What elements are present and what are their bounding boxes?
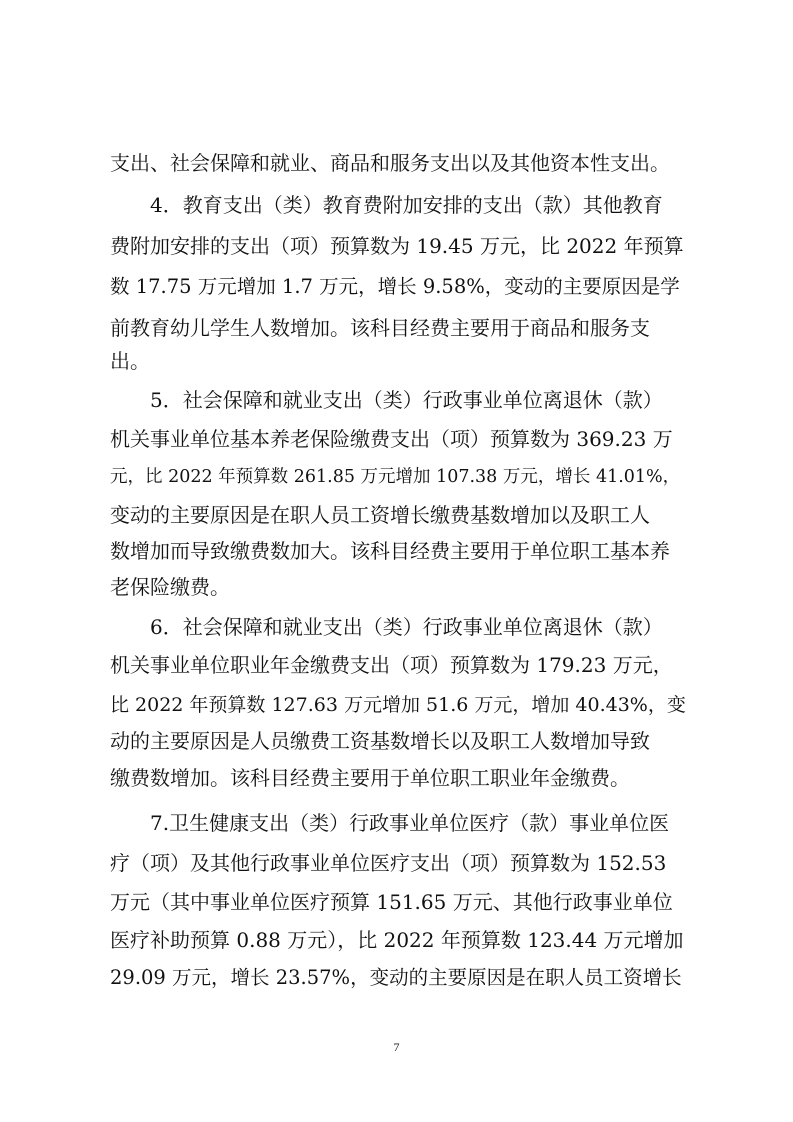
text-line: 支出、社会保障和就业、商品和服务支出以及其他资本性支出。 <box>110 151 670 175</box>
text-line: 医疗补助预算 0.88 万元），比 2022 年预算数 123.44 万元增加 <box>110 928 684 952</box>
text-line: 数 17.75 万元增加 1.7 万元，增长 9.58%，变动的主要原因是学 <box>110 275 680 298</box>
text-line: 费附加安排的支出（项）预算数为 19.45 万元，比 2022 年预算 <box>110 234 684 258</box>
page-number: 7 <box>393 1040 400 1054</box>
text-line: 6．社会保障和就业支出（类）行政事业单位离退休（款） <box>150 615 663 639</box>
text-line: 出。 <box>110 349 150 373</box>
text-line: 数增加而导致缴费数加大。该科目经费主要用于单位职工基本养 <box>110 539 670 563</box>
text-line: 机关事业单位基本养老保险缴费支出（项）预算数为 369.23 万 <box>110 427 673 451</box>
text-line: 29.09 万元，增长 23.57%，变动的主要原因是在职人员工资增长 <box>110 966 682 989</box>
text-line: 疗（项）及其他行政事业单位医疗支出（项）预算数为 152.53 <box>110 851 667 875</box>
text-line: 元，比 2022 年预算数 261.85 万元增加 107.38 万元，增长 41.01%， <box>110 467 681 487</box>
text-line: 前教育幼儿学生人数增加。该科目经费主要用于商品和服务支 <box>110 316 650 340</box>
text-line: 老保险缴费。 <box>110 575 230 599</box>
text-line: 4．教育支出（类）教育费附加安排的支出（款）其他教育 <box>150 193 663 217</box>
text-line: 变动的主要原因是在职人员工资增长缴费基数增加以及职工人 <box>110 503 650 527</box>
text-line: 动的主要原因是人员缴费工资基数增长以及职工人数增加导致 <box>110 729 650 753</box>
text-line: 比 2022 年预算数 127.63 万元增加 51.6 万元，增加 40.43%，变 <box>110 694 686 716</box>
text-line: 缴费数增加。该科目经费主要用于单位职工职业年金缴费。 <box>110 766 630 790</box>
text-line: 机关事业单位职业年金缴费支出（项）预算数为 179.23 万元， <box>110 653 673 677</box>
text-line: 万元（其中事业单位医疗预算 151.65 万元、其他行政事业单位 <box>110 890 673 914</box>
text-line: 5．社会保障和就业支出（类）行政事业单位离退休（款） <box>150 388 663 412</box>
text-line: 7.卫生健康支出（类）行政事业单位医疗（款）事业单位医 <box>150 811 670 835</box>
